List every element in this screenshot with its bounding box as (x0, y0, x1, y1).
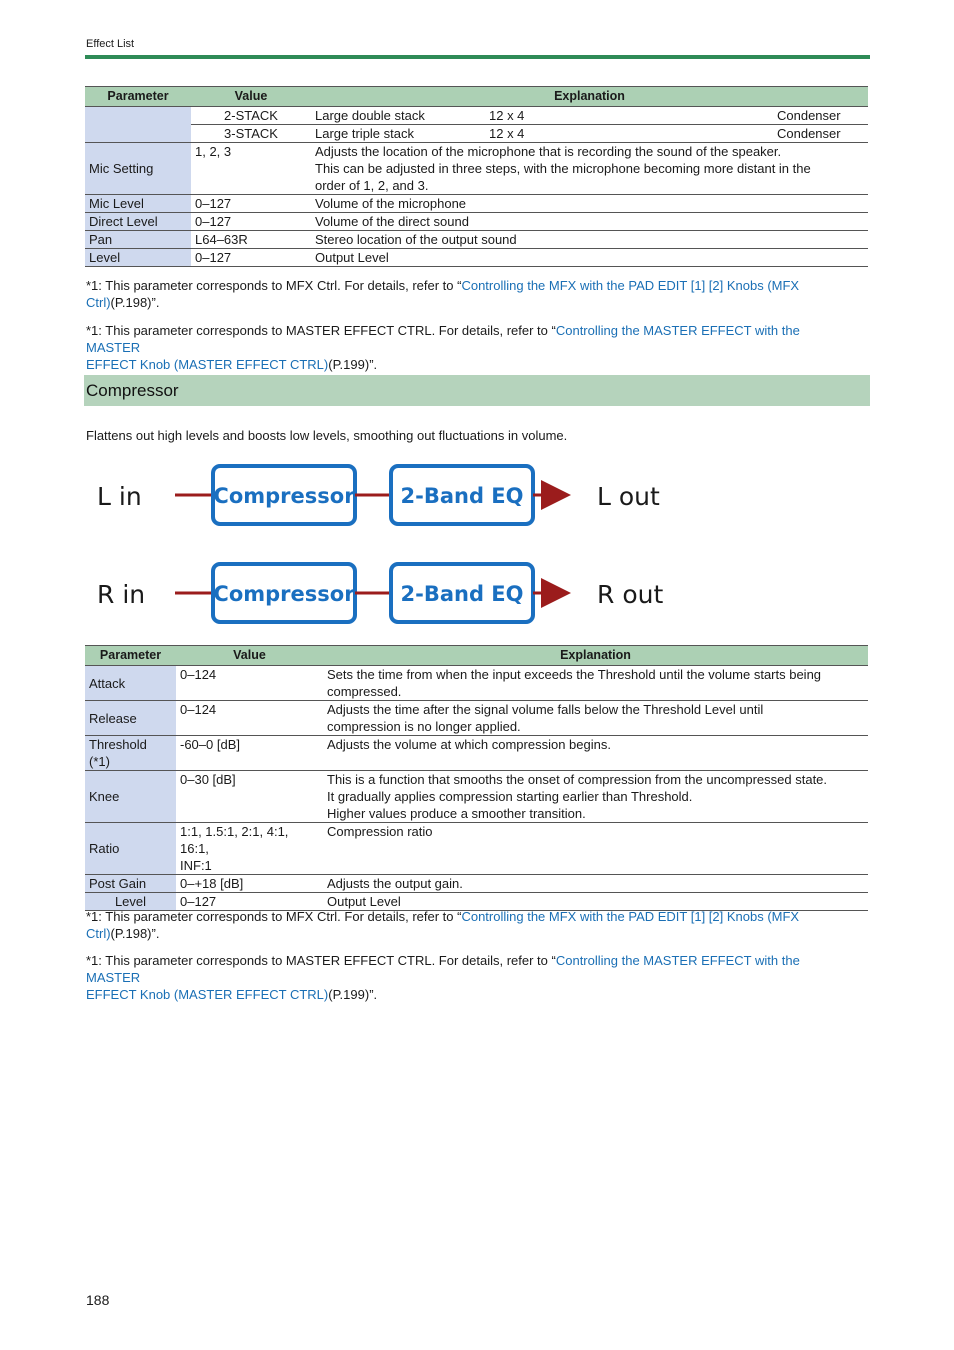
output-label: R out (597, 580, 664, 609)
value-cell: 2-STACK (191, 107, 311, 125)
input-label: L in (97, 482, 142, 511)
diagram-row-right (97, 564, 663, 622)
value-cell: 0–30 [dB] (176, 771, 323, 823)
section-title: Compressor (86, 381, 179, 400)
column-header-value: Value (191, 87, 311, 107)
footnote-text: (P.199)”. (328, 357, 378, 372)
output-label: L out (597, 482, 660, 511)
compressor-parameter-table (85, 645, 868, 911)
value-cell: L64–63R (191, 231, 311, 249)
column-header-parameter: Parameter (85, 87, 191, 107)
table-row (85, 195, 868, 213)
link-mfx-ctrl[interactable]: Controlling the MFX with the PAD EDIT [1] [2] Knobs (MFX (461, 278, 800, 293)
input-label: R in (97, 580, 146, 609)
table-row (85, 231, 868, 249)
stack-size-cell: 12 x 4 (485, 107, 773, 125)
value-cell: 1, 2, 3 (191, 143, 311, 195)
table-row (85, 875, 868, 893)
explanation-cell (311, 143, 868, 195)
table-row (85, 249, 868, 267)
eq-block-label: 2-Band EQ (400, 582, 524, 606)
footnote-text: (P.198)”. (110, 295, 160, 310)
table-row (85, 107, 868, 125)
table-row (85, 771, 868, 823)
amp-parameter-table (85, 86, 868, 267)
stack-type-cell: Condenser (773, 107, 868, 125)
explanation-cell: Adjusts the output gain. (323, 875, 868, 893)
explanation-cell: Output Level (323, 893, 868, 911)
footnote-master-effect (86, 952, 856, 1003)
explanation-line: Adjusts the time after the signal volume falls below the Threshold Level until (327, 702, 764, 717)
explanation-line: This is a function that smooths the onset of compression from the uncompressed state. (327, 772, 828, 787)
explanation-cell: Stereo location of the output sound (311, 231, 868, 249)
value-line: INF:1 (180, 858, 212, 873)
explanation-line: It gradually applies compression starting earlier than Threshold. (327, 789, 693, 804)
page-header-title: Effect List (86, 38, 135, 50)
compressor-block-label: Compressor (213, 582, 355, 606)
compressor-block-label: Compressor (213, 484, 355, 508)
param-cell: Release (85, 701, 176, 736)
explanation-line: compressed. (327, 684, 402, 699)
value-cell: 0–+18 [dB] (176, 875, 323, 893)
explanation-cell (323, 666, 868, 701)
link-mfx-ctrl[interactable]: Controlling the MFX with the PAD EDIT [1] [2] Knobs (MFX (461, 909, 800, 924)
footnote-mfx (86, 277, 856, 311)
eq-block-label: 2-Band EQ (400, 484, 524, 508)
diagram-row-left (97, 466, 660, 524)
explanation-cell: Adjusts the volume at which compression begins. (323, 736, 868, 771)
stack-desc-cell: Large triple stack (311, 125, 485, 143)
param-cell: Post Gain (85, 875, 176, 893)
stack-size-cell: 12 x 4 (485, 125, 773, 143)
link-master-effect[interactable]: Controlling the MASTER EFFECT with the MASTER (86, 953, 800, 985)
header-rule (85, 55, 870, 59)
column-header-explanation: Explanation (323, 646, 868, 666)
value-cell: 0–127 (191, 195, 311, 213)
param-cell: Level (85, 249, 191, 267)
column-header-value: Value (176, 646, 323, 666)
param-cell: Knee (85, 771, 176, 823)
table-row (85, 213, 868, 231)
value-cell: 3-STACK (191, 125, 311, 143)
table-row (85, 666, 868, 701)
stack-type-cell: Condenser (773, 125, 868, 143)
table-header-row (85, 87, 868, 107)
link-master-effect-cont[interactable]: EFFECT Knob (MASTER EFFECT CTRL) (86, 357, 329, 372)
footnote-mfx (86, 908, 856, 942)
param-cell: Pan (85, 231, 191, 249)
explanation-line: Sets the time from when the input exceeds the Threshold until the volume starts being (327, 667, 822, 682)
explanation-cell: Output Level (311, 249, 868, 267)
value-cell: -60–0 [dB] (176, 736, 323, 771)
table-row (85, 701, 868, 736)
explanation-line: Higher values produce a smoother transition. (327, 806, 586, 821)
param-cell: Mic Setting (85, 143, 191, 195)
explanation-cell: Compression ratio (323, 823, 868, 875)
explanation-line: order of 1, 2, and 3. (315, 178, 429, 193)
param-cell: Attack (85, 666, 176, 701)
column-header-parameter: Parameter (85, 646, 176, 666)
footnote-master-effect (86, 322, 856, 373)
stack-desc-cell: Large double stack (311, 107, 485, 125)
footnote-text: *1: This parameter corresponds to MFX Ctrl. For details, refer to “ (86, 278, 462, 293)
section-description: Flattens out high levels and boosts low levels, smoothing out fluctuations in volume. (86, 428, 568, 443)
link-master-effect[interactable]: Controlling the MASTER EFFECT with the MASTER (86, 323, 800, 355)
footnote-text: (P.199)”. (328, 987, 378, 1002)
value-cell: 0–127 (191, 213, 311, 231)
column-header-explanation: Explanation (311, 87, 868, 107)
table-row (85, 823, 868, 875)
footnote-text: *1: This parameter corresponds to MASTER EFFECT CTRL. For details, refer to “ (86, 953, 556, 968)
value-line: 1:1, 1.5:1, 2:1, 4:1, 16:1, (180, 824, 289, 856)
footnote-text: (P.198)”. (110, 926, 160, 941)
link-master-effect-cont[interactable]: EFFECT Knob (MASTER EFFECT CTRL) (86, 987, 329, 1002)
table-row (85, 125, 868, 143)
explanation-line: This can be adjusted in three steps, with the microphone becoming more distant in the (315, 161, 811, 176)
value-cell: 0–127 (191, 249, 311, 267)
value-cell: 0–124 (176, 701, 323, 736)
param-cell: Level (85, 893, 176, 911)
link-mfx-ctrl-cont[interactable]: Ctrl) (86, 926, 111, 941)
footnote-text: *1: This parameter corresponds to MFX Ctrl. For details, refer to “ (86, 909, 462, 924)
explanation-cell: Volume of the direct sound (311, 213, 868, 231)
explanation-cell (323, 771, 868, 823)
table-row (85, 143, 868, 195)
param-line: Threshold (89, 737, 147, 752)
explanation-cell: Volume of the microphone (311, 195, 868, 213)
param-cell: Direct Level (85, 213, 191, 231)
section-heading-band (84, 375, 870, 406)
value-cell (176, 823, 323, 875)
table-header-row (85, 646, 868, 666)
value-cell: 0–124 (176, 666, 323, 701)
param-cell: Ratio (85, 823, 176, 875)
table-row (85, 736, 868, 771)
explanation-cell (323, 701, 868, 736)
value-cell: 0–127 (176, 893, 323, 911)
signal-flow-diagram (85, 455, 685, 635)
link-mfx-ctrl-cont[interactable]: Ctrl) (86, 295, 111, 310)
param-cell: Mic Level (85, 195, 191, 213)
explanation-line: Adjusts the location of the microphone that is recording the sound of the speaker. (315, 144, 782, 159)
param-line: (*1) (89, 754, 110, 769)
param-cell (85, 736, 176, 771)
param-cell-empty (85, 107, 191, 143)
explanation-line: compression is no longer applied. (327, 719, 521, 734)
footnote-text: *1: This parameter corresponds to MASTER EFFECT CTRL. For details, refer to “ (86, 323, 556, 338)
page-number: 188 (86, 1292, 110, 1308)
